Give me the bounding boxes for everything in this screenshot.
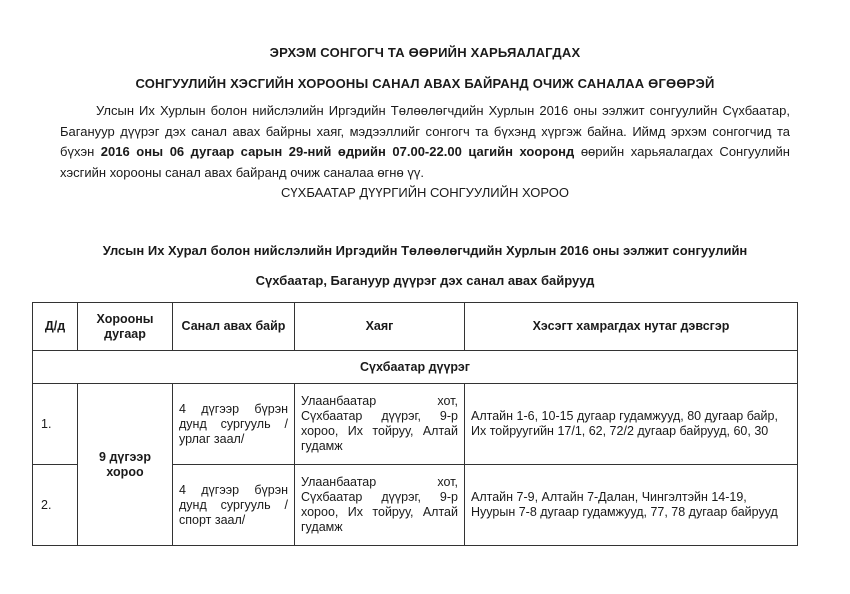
- table-caption-line-1: Улсын Их Хурал болон нийслэлийн Иргэдийн Төлөөлөгчдийн Хурлын 2016 оны ээлжит сонгуулийн: [102, 243, 748, 258]
- intro-text-1: Улсын Их Хурлын болон нийслэлийн Иргэдийн Төлөөлөгчдийн Хурлын 2016 оны ээлжит сонгуулийн Сүхбаатар, Багануур дүүрэг дэх санал авах байрны хаяг, мэдээллийг сонгогч та бүхэнд хүргэж байна. Иймд эрхэм сонгогчид та бүхэн: [60, 103, 790, 159]
- header-address: Хаяг: [295, 303, 465, 351]
- notice-title: ЭРХЭМ СОНГОГЧ ТА ӨӨРИЙН ХАРЬЯАЛАГДАХ: [269, 45, 581, 60]
- notice-subtitle: СОНГУУЛИЙН ХЭСГИЙН ХОРООНЫ САНАЛ АВАХ БАЙРАНД ОЧИЖ САНАЛАА ӨГӨӨРЭЙ: [135, 76, 715, 91]
- district-row: [33, 351, 798, 384]
- header-number: Д/д: [33, 303, 78, 351]
- header-khoroo: Хорооны дугаар: [78, 303, 173, 351]
- table-row: [33, 384, 798, 465]
- polling-place: 4 дүгээр бүрэн дунд сургууль /урлаг заал/: [173, 384, 295, 465]
- table-header-row: [33, 303, 798, 351]
- coverage-area: Алтайн 1-6, 10-15 дугаар гудамжууд, 80 дугаар байр, Их тойрууги̇йн 17/1, 62, 72/2 дугаар байрууд, 60, 30: [465, 384, 798, 465]
- committee-name: СҮХБААТАР ДҮҮРГИЙН СОНГУУЛИЙН ХОРОО: [281, 185, 569, 200]
- table-caption-line-2: Сүхбаатар, Багануур дүүрэг дэх санал авах байрууд: [255, 273, 595, 288]
- header-place: Санал авах байр: [173, 303, 295, 351]
- polling-stations-table: [32, 302, 798, 546]
- address: Улаанбаатар хот, Сүхбаатар дүүрэг, 9-р хороо, Их тойруу, Алтай гудамж: [295, 384, 465, 465]
- row-number: 1.: [33, 384, 78, 465]
- intro-date-time: 2016 оны 06 дугаар сарын 29-ний өдрийн 07.00-22.00 цагийн хооронд: [100, 144, 575, 159]
- intro-paragraph: [60, 101, 790, 183]
- intro-text-2: өөрийн харьяалагдах Сонгуулийн хэсгийн хорооны санал авах байранд очиж саналаа өгнө үү.: [60, 144, 790, 180]
- polling-place: 4 дүгээр бүрэн дунд сургууль /спорт заал/: [173, 465, 295, 546]
- coverage-area: Алтайн 7-9, Алтайн 7-Далан, Чингэлтэйн 14-19, Нуурын 7-8 дугаар гудамжууд, 77, 78 дугаар байрууд: [465, 465, 798, 546]
- khoroo-number: 9 дүгээр хороо: [78, 384, 173, 546]
- address: Улаанбаатар хот, Сүхбаатар дүүрэг, 9-р хороо, Их тойруу, Алтай гудамж: [295, 465, 465, 546]
- district-name: Сүхбаатар дүүрэг: [33, 351, 798, 384]
- header-area: Хэсэгт хамрагдах нутаг дэвсгэр: [465, 303, 798, 351]
- row-number: 2.: [33, 465, 78, 546]
